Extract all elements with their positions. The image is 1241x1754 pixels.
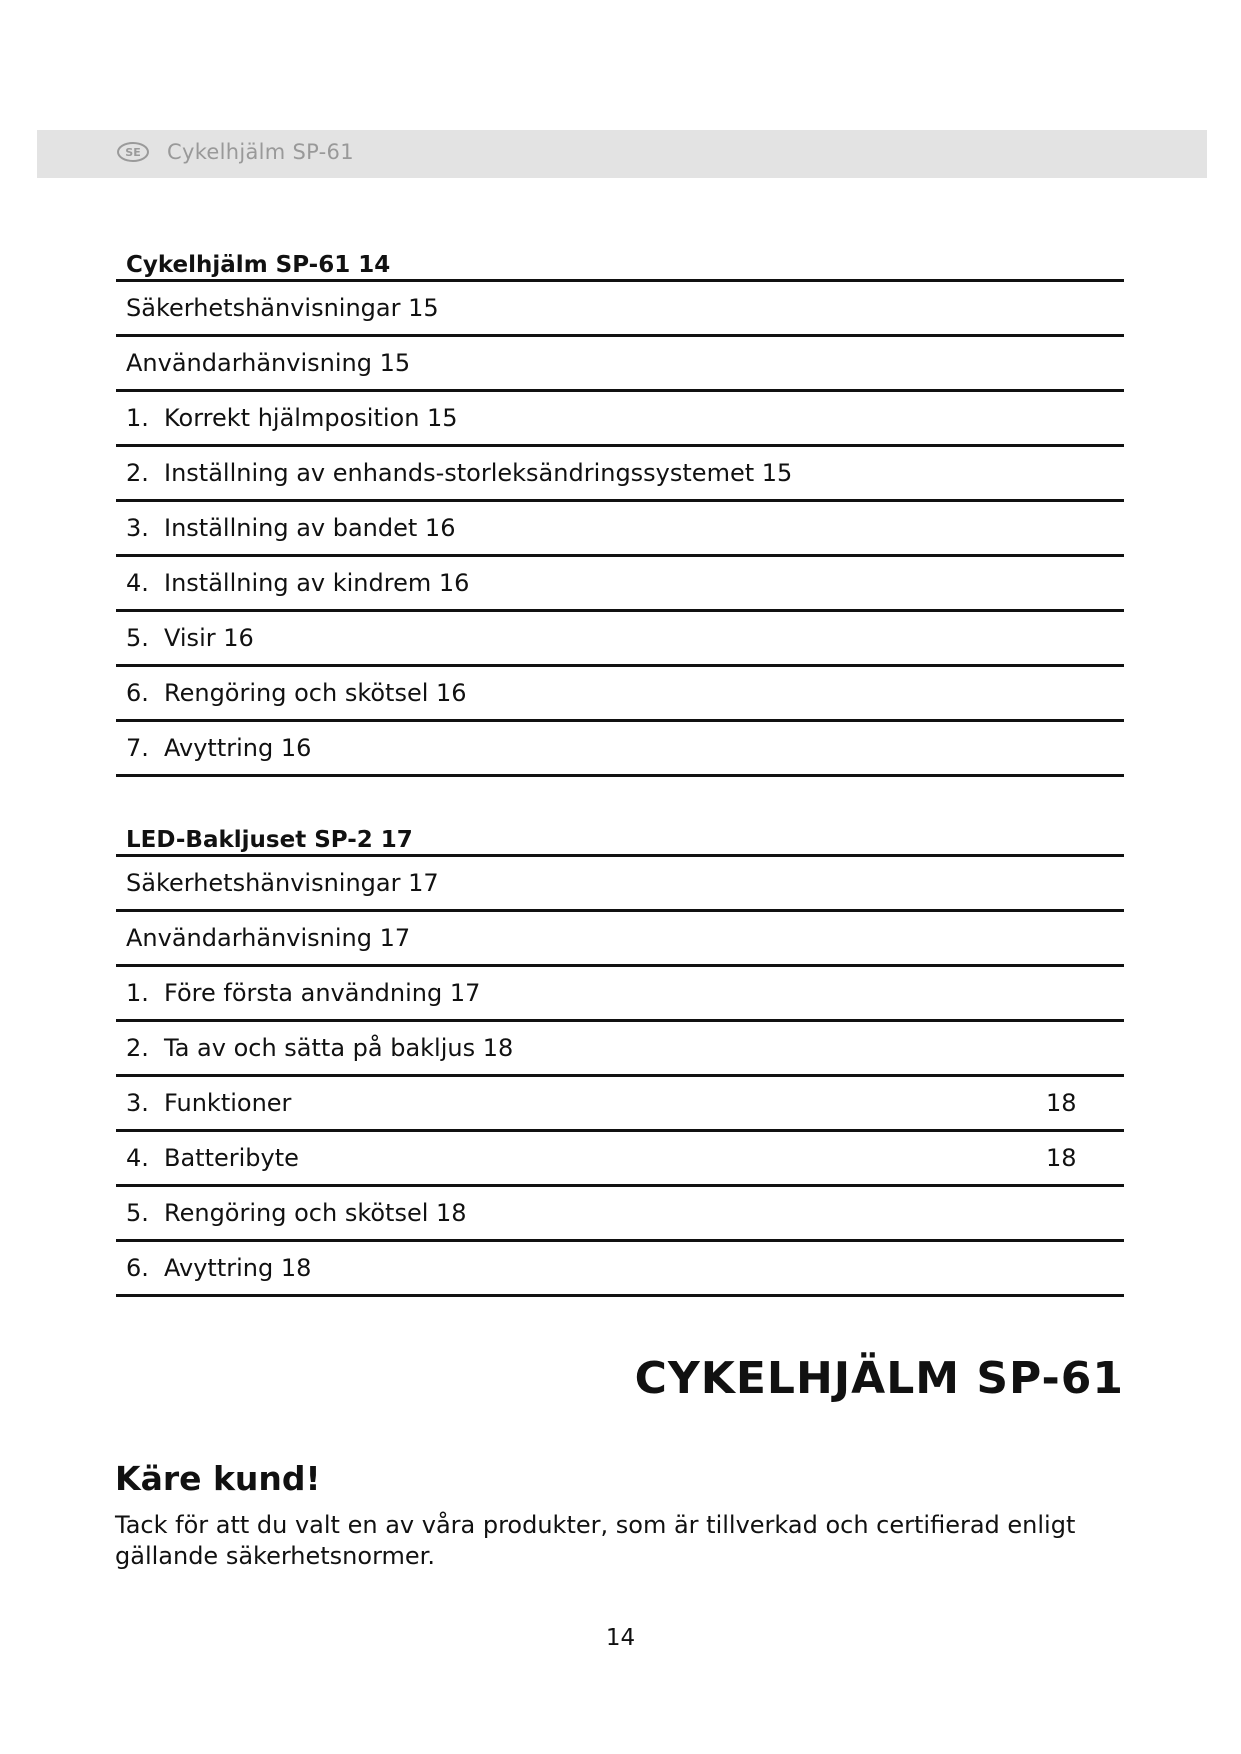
toc-entry — [116, 1242, 1124, 1297]
toc-entry-number: 6. — [126, 1254, 149, 1282]
toc-entry — [116, 1132, 1124, 1187]
toc-section-title: Cykelhjälm SP-61 14 — [116, 230, 1124, 282]
page-number: 14 — [605, 1625, 636, 1651]
toc-entry-page: 18 — [1046, 1089, 1077, 1117]
intro-paragraph: Tack för att du valt en av våra produkter, som är tillverkad och certifierad enligt gällande säkerhetsnormer. — [115, 1511, 1076, 1570]
toc-section-helmet — [116, 230, 1124, 777]
toc-entry-number: 2. — [126, 459, 149, 487]
toc-entry — [116, 722, 1124, 777]
toc-entry — [116, 967, 1124, 1022]
running-header — [37, 130, 1207, 178]
chapter-title: CYKELHJÄLM SP-61 — [634, 1353, 1124, 1404]
toc-entry-label: Visir 16 — [164, 624, 254, 652]
toc-entry — [116, 612, 1124, 667]
toc-entry-number: 6. — [126, 679, 149, 707]
toc-entry — [116, 447, 1124, 502]
toc-entry-number: 4. — [126, 569, 149, 597]
toc-entry — [116, 502, 1124, 557]
toc-entry-number: 1. — [126, 979, 149, 1007]
toc-entry — [116, 392, 1124, 447]
toc-entry-label: Säkerhetshänvisningar 17 — [126, 869, 439, 897]
toc-entry — [116, 912, 1124, 967]
toc-entry-label: Säkerhetshänvisningar 15 — [126, 294, 439, 322]
toc-entry-label: Inställning av bandet 16 — [164, 514, 456, 542]
toc-entry — [116, 1022, 1124, 1077]
toc-entry — [116, 1077, 1124, 1132]
toc-entry — [116, 557, 1124, 612]
toc-entry — [116, 1187, 1124, 1242]
toc-entry — [116, 667, 1124, 722]
toc-entry-number: 4. — [126, 1144, 149, 1172]
toc-entry-label: Funktioner — [164, 1089, 292, 1117]
toc-entry-label: Före första användning 17 — [164, 979, 481, 1007]
toc-section-title: LED-Bakljuset SP-2 17 — [116, 805, 1124, 857]
toc-entry-label: Rengöring och skötsel 16 — [164, 679, 467, 707]
toc-entry-label: Inställning av enhands-storleksändringssystemet 15 — [164, 459, 793, 487]
greeting-heading: Käre kund! — [115, 1459, 321, 1498]
toc-entry-number: 3. — [126, 1089, 149, 1117]
toc-entry-number: 1. — [126, 404, 149, 432]
toc-entry-label: Avyttring 16 — [164, 734, 312, 762]
toc-entry-label: Användarhänvisning 17 — [126, 924, 411, 952]
toc-entry-number: 5. — [126, 624, 149, 652]
toc-entry-label: Användarhänvisning 15 — [126, 349, 411, 377]
toc-entry-number: 5. — [126, 1199, 149, 1227]
toc-section-backlight — [116, 805, 1124, 1297]
toc-entry-label: Avyttring 18 — [164, 1254, 312, 1282]
toc-entry-page: 18 — [1046, 1144, 1077, 1172]
toc-entry-number: 2. — [126, 1034, 149, 1062]
toc-entry-label: Rengöring och skötsel 18 — [164, 1199, 467, 1227]
toc-entry-label: Batteribyte — [164, 1144, 299, 1172]
toc-entry — [116, 857, 1124, 912]
toc-entry — [116, 282, 1124, 337]
toc-entry-label: Ta av och sätta på bakljus 18 — [164, 1034, 514, 1062]
toc-entry-label: Korrekt hjälmposition 15 — [164, 404, 458, 432]
toc-entry-number: 3. — [126, 514, 149, 542]
toc-entry-label: Inställning av kindrem 16 — [164, 569, 470, 597]
running-header-title: Cykelhjälm SP-61 — [167, 140, 354, 164]
toc-entry-number: 7. — [126, 734, 149, 762]
toc-entry — [116, 337, 1124, 392]
language-badge-icon: SE — [117, 142, 149, 162]
